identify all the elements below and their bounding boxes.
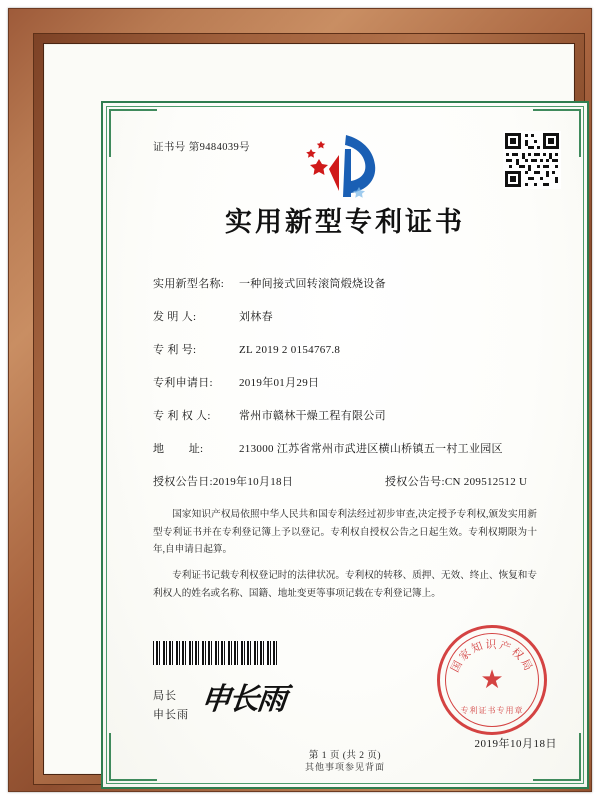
page-title: 实用新型专利证书	[225, 207, 465, 238]
field-address	[153, 440, 545, 456]
field-label: 地 址:	[153, 443, 204, 455]
paragraph-legal-2: 专利证书记载专利权登记时的法律状况。专利权的转移、质押、无效、终止、恢复和专利权人的姓名或名称、国籍、地址变更等事项记载在专利登记簿上。	[153, 570, 537, 599]
grant-date-group	[153, 473, 385, 489]
field-inventor	[153, 308, 545, 324]
seal-date: 2019年10月18日	[474, 738, 557, 750]
grant-number-group	[385, 473, 527, 489]
certificate-paper	[45, 45, 573, 773]
page-number: 第 1 页 (共 2 页)	[308, 751, 382, 761]
certificate-green-border	[101, 101, 589, 789]
director-name: 申长雨	[153, 708, 189, 721]
signature-block	[153, 683, 285, 726]
field-value: 常州市赣林干燥工程有限公司	[239, 410, 386, 422]
field-utility-model-name	[153, 275, 545, 291]
qr-code	[503, 131, 561, 189]
cnipa-logo	[299, 129, 391, 203]
field-label: 实用新型名称:	[153, 278, 225, 290]
field-value: 2019年10月18日	[212, 476, 294, 488]
field-value: 刘林春	[239, 311, 273, 323]
handwritten-signature: 申长雨	[199, 681, 287, 717]
field-value: 一种间接式回转滚筒煅烧设备	[239, 278, 386, 290]
signature-labels	[153, 683, 189, 726]
field-label: 授权公告号:	[385, 476, 445, 488]
seal-star: ★	[480, 665, 504, 694]
field-value: CN 209512512 U	[444, 476, 528, 488]
field-label: 发 明 人:	[153, 311, 197, 323]
field-label: 专 利 权 人:	[153, 410, 211, 422]
field-patentee	[153, 407, 545, 423]
official-seal	[437, 625, 547, 735]
field-list	[135, 275, 555, 489]
certificate-number: 证书号 第9484039号	[153, 142, 251, 153]
field-label: 授权公告日:	[153, 476, 213, 488]
certificate-content	[103, 103, 587, 787]
barcode	[153, 641, 277, 665]
field-value: 213000 江苏省常州市武进区横山桥镇五一村工业园区	[239, 443, 503, 455]
footer-note: 其他事项参见背面	[304, 762, 385, 772]
field-label: 专利申请日:	[153, 377, 213, 389]
svg-text:国家知识产权局: 国家知识产权局	[449, 639, 535, 675]
field-grant-announcement	[153, 473, 545, 489]
field-value: ZL 2019 2 0154767.8	[239, 344, 341, 356]
certificate-frame-outer	[8, 8, 592, 792]
field-value: 2019年01月29日	[239, 377, 320, 389]
field-application-date	[153, 374, 545, 390]
seal-bottom-text: 专利证书专用章	[460, 706, 524, 715]
paragraph-legal-1: 国家知识产权局依照中华人民共和国专利法经过初步审查,决定授予专利权,颁发实用新型专利证书并在专利登记簿上予以登记。专利权自授权公告之日起生效。专利权期限为十年,自申请日起算。	[153, 509, 537, 556]
field-label: 专 利 号:	[153, 344, 197, 356]
director-label: 局长	[153, 689, 177, 702]
field-patent-number	[153, 341, 545, 357]
